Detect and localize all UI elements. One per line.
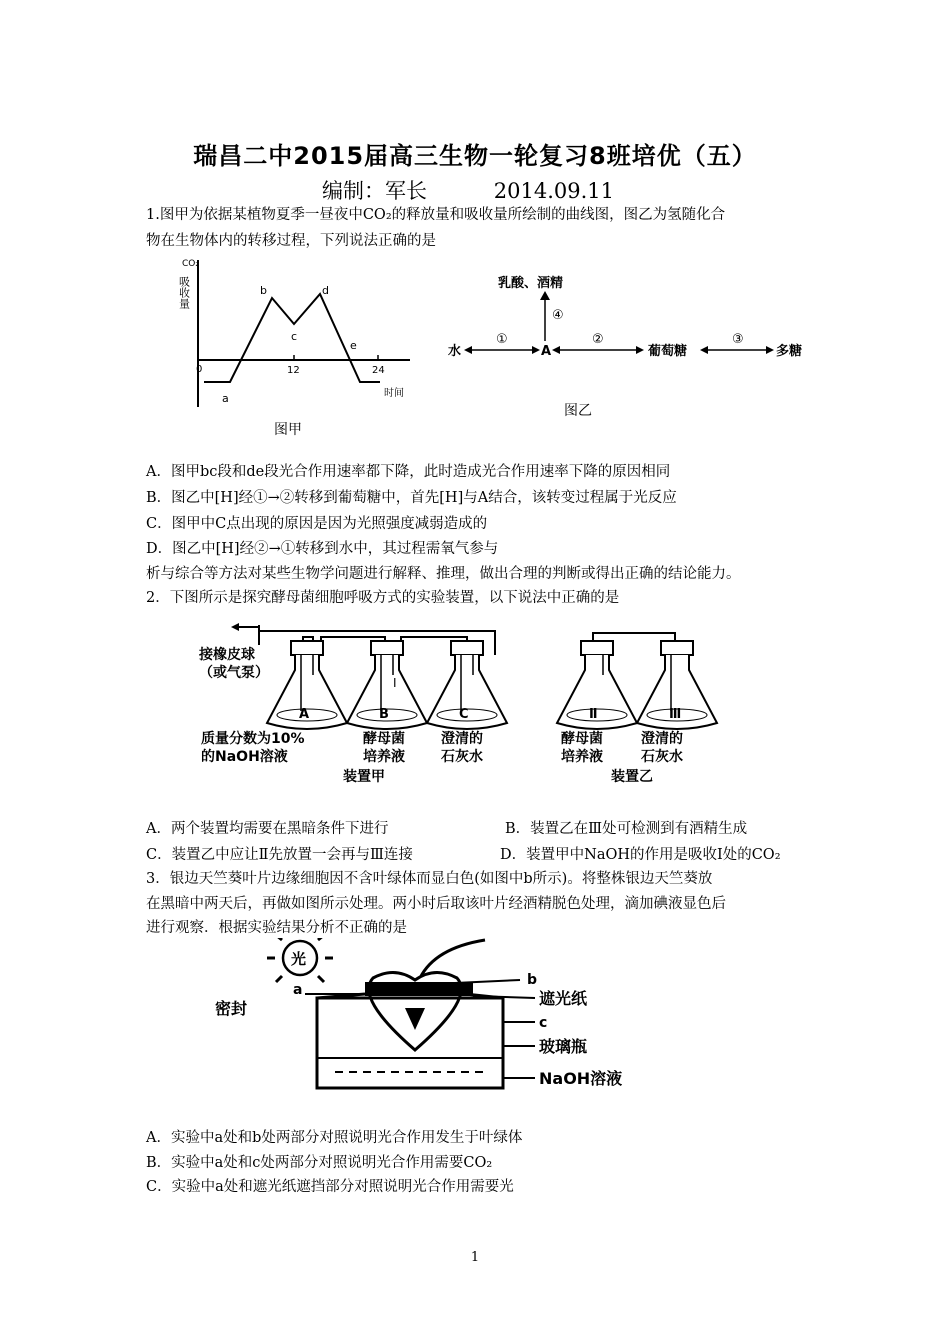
naoh-label-2: 的NaOH溶液 xyxy=(201,749,288,765)
step-2-label: ② xyxy=(592,332,604,347)
tick-12-label: 12 xyxy=(287,365,300,376)
bottle-label: 玻璃瓶 xyxy=(539,1037,588,1056)
shield-paper-label: 遮光纸 xyxy=(539,989,588,1008)
water-label: 水 xyxy=(448,344,462,359)
q3-stem-line2: 在黑暗中两天后，再做如图所示处理。两小时后取该叶片经酒精脱色处理，滴加碘液显色后 xyxy=(146,896,726,912)
flask-ii xyxy=(557,641,637,729)
figure-jia-caption: 图甲 xyxy=(274,422,302,438)
flask-b-label: B xyxy=(379,707,389,722)
yeast-label-1: 酵母菌 xyxy=(363,731,405,747)
lime-label-1b: 澄清的 xyxy=(641,731,683,747)
polysaccharide-label: 多糖 xyxy=(776,344,803,359)
flask-ii-label: Ⅱ xyxy=(589,707,598,722)
q2-stem: 2．下图所示是探究酵母菌细胞呼吸方式的实验装置，以下说法中正确的是 xyxy=(146,590,620,606)
q2-option-b: B．装置乙在Ⅲ处可检测到有酒精生成 xyxy=(505,821,748,837)
compound-a-label: A xyxy=(541,344,552,359)
q3-option-a: A．实验中a处和b处两部分对照说明光合作用发生于叶绿体 xyxy=(146,1130,523,1146)
step-1-label: ① xyxy=(496,332,508,347)
lime-label-2: 石灰水 xyxy=(441,749,483,765)
q3-figure xyxy=(205,938,695,1098)
step-3-label: ③ xyxy=(732,332,744,347)
light-shield-paper xyxy=(365,982,473,996)
q3-stem-line3: 进行观察．根据实验结果分析不正确的是 xyxy=(146,920,407,936)
apparatus-jia-label: 装置甲 xyxy=(343,769,385,785)
page-number: 1 xyxy=(470,1250,480,1265)
q1-stem-line1: 1.图甲为依据某植物夏季一昼夜中CO₂的释放量和吸收量所绘制的曲线图，图乙为氢随化合 xyxy=(146,207,726,223)
page-title: 瑞昌二中2015届高三生物一轮复习8班培优（五） xyxy=(193,142,757,170)
lactic-alcohol-label: 乳酸、酒精 xyxy=(498,276,564,291)
flask-a-label: A xyxy=(299,707,310,722)
flask-iii-label: Ⅲ xyxy=(669,707,682,722)
y-axis-top-label: CO₂ xyxy=(182,259,199,269)
pump-label-2: （或气泵） xyxy=(199,665,269,681)
lime-label-1: 澄清的 xyxy=(441,731,483,747)
q1-option-a: A．图甲bc段和de段光合作用速率都下降，此时造成光合作用速率下降的原因相同 xyxy=(146,464,671,480)
figure-yi-caption: 图乙 xyxy=(564,403,592,419)
x-axis-label: 时间 xyxy=(384,388,404,399)
point-a-label: a xyxy=(293,982,303,998)
yeast-label-2b: 培养液 xyxy=(561,749,603,765)
flask-a xyxy=(267,641,347,729)
q2-figure xyxy=(195,615,755,790)
page-subtitle: 编制：军长 2014.09.11 xyxy=(322,179,614,203)
seal-label: 密封 xyxy=(215,999,248,1018)
sun-icon xyxy=(267,938,333,982)
q2-option-a: A．两个装置均需要在黑暗条件下进行 xyxy=(146,821,389,837)
q1-option-d: D．图乙中[H]经②→①转移到水中，其过程需氧气参与 xyxy=(146,541,499,557)
q1-option-b: B．图乙中[H]经①→②转移到葡萄糖中，首先[H]与A结合，该转变过程属于光反应 xyxy=(146,490,677,506)
origin-label: 0 xyxy=(196,364,203,375)
position-i-label: Ⅰ xyxy=(393,676,397,690)
point-c-label: c xyxy=(291,330,298,343)
point-a-label: a xyxy=(222,392,229,405)
q2-option-d: D．装置甲中NaOH的作用是吸收Ⅰ处的CO₂ xyxy=(500,847,781,863)
q2-option-c: C．装置乙中应让Ⅱ先放置一会再与Ⅲ连接 xyxy=(146,847,413,863)
flask-b xyxy=(347,641,427,729)
naoh-label: NaOH溶液 xyxy=(539,1069,623,1088)
glucose-label: 葡萄糖 xyxy=(648,344,688,359)
step-4-label: ④ xyxy=(552,308,564,323)
y-axis-label: 吸收量 xyxy=(177,276,191,309)
sun-label: 光 xyxy=(291,950,307,968)
q1-option-c: C．图甲中C点出现的原因是因为光照强度减弱造成的 xyxy=(146,516,488,532)
q3-option-b: B．实验中a处和c处两部分对照说明光合作用需要CO₂ xyxy=(146,1155,493,1171)
q3-stem-line1: 3．银边天竺葵叶片边缘细胞因不含叶绿体而显白色(如图中b所示)。将整株银边天竺葵放 xyxy=(146,871,713,887)
point-c-label: c xyxy=(539,1015,548,1031)
pump-label: 接橡皮球 xyxy=(199,647,255,663)
q1-figure-jia xyxy=(170,252,430,442)
point-e-label: e xyxy=(350,339,357,352)
tick-24-label: 24 xyxy=(372,365,385,376)
yeast-label-1b: 酵母菌 xyxy=(561,731,603,747)
q1-extra-line: 析与综合等方法对某些生物学问题进行解释、推理，做出合理的判断或得出正确的结论能力。 xyxy=(146,566,741,582)
q1-figure-yi xyxy=(440,265,820,425)
lime-label-2b: 石灰水 xyxy=(641,749,683,765)
apparatus-yi-label: 装置乙 xyxy=(611,769,653,785)
flask-c-label: C xyxy=(459,707,469,722)
point-d-label: d xyxy=(322,284,329,297)
flask-iii xyxy=(637,641,717,729)
q1-stem-line2: 物在生物体内的转移过程，下列说法正确的是 xyxy=(146,233,436,249)
point-b-label: b xyxy=(260,284,267,297)
yeast-label-2: 培养液 xyxy=(363,749,405,765)
naoh-label-1: 质量分数为10% xyxy=(201,731,305,747)
q3-option-c: C．实验中a处和遮光纸遮挡部分对照说明光合作用需要光 xyxy=(146,1179,514,1195)
point-b-label: b xyxy=(527,972,538,988)
